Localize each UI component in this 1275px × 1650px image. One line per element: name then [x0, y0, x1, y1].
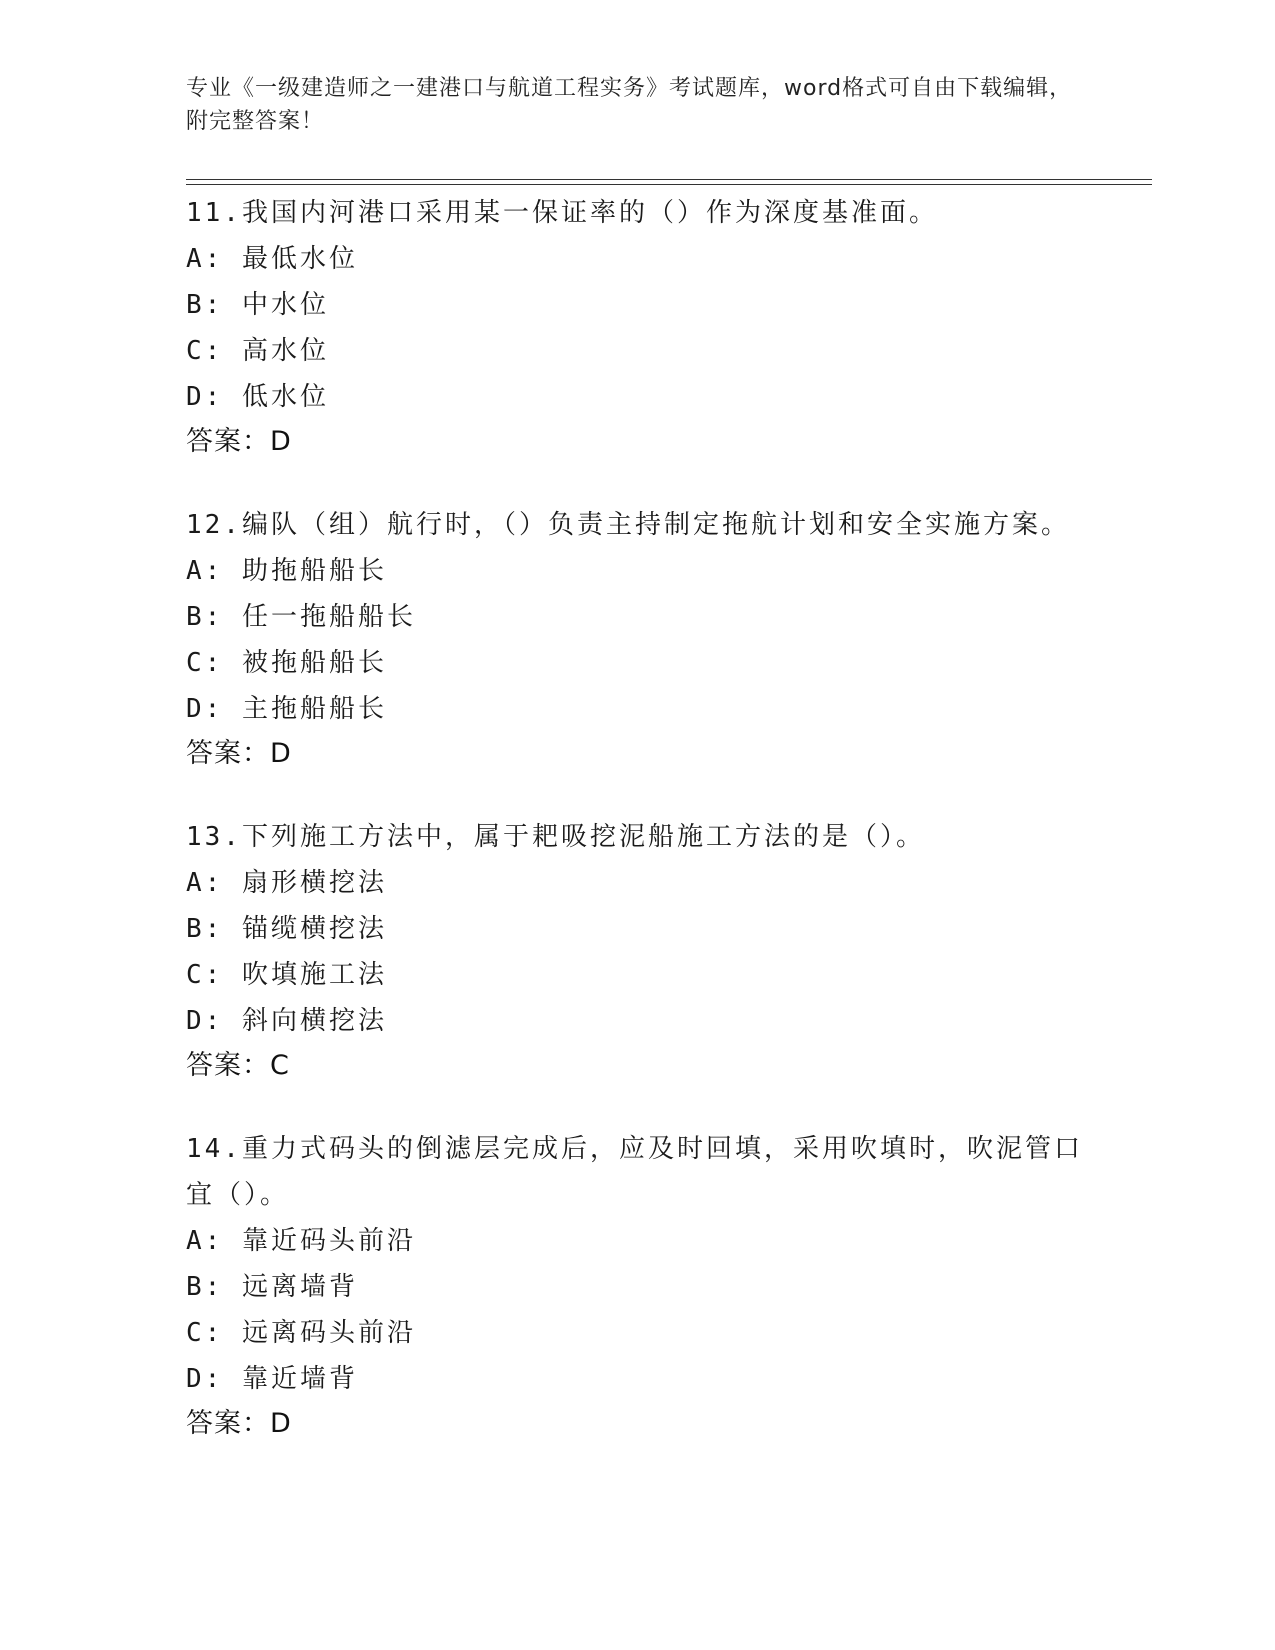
question-stem: 11.我国内河港口采用某一保证率的（）作为深度基准面。 [186, 198, 938, 228]
question-14 [186, 1126, 1086, 1446]
answer-label: 答案：D [186, 1408, 292, 1439]
answer-label: 答案：C [186, 1050, 290, 1081]
question-13 [186, 814, 1086, 1088]
document-intro: 专业《一级建造师之一建港口与航道工程实务》考试题库，word格式可自由下载编辑，附完整答案！ [186, 76, 1073, 134]
option-b: B: 锚缆横挖法 [186, 914, 387, 944]
question-list [186, 190, 1086, 1484]
option-c: C: 高水位 [186, 336, 329, 366]
header-divider-top [186, 179, 1152, 180]
option-b: B: 中水位 [186, 290, 329, 320]
option-a: A: 助拖船船长 [186, 556, 387, 586]
option-b: B: 任一拖船船长 [186, 602, 416, 632]
option-a: A: 最低水位 [186, 244, 358, 274]
option-a: A: 扇形横挖法 [186, 868, 387, 898]
option-d: D: 主拖船船长 [186, 694, 387, 724]
question-stem: 13.下列施工方法中，属于耙吸挖泥船施工方法的是（）。 [186, 822, 925, 852]
question-11 [186, 190, 1086, 464]
header-divider-bottom [186, 184, 1152, 185]
question-stem: 12.编队（组）航行时，（）负责主持制定拖航计划和安全实施方案。 [186, 510, 1070, 540]
option-b: B: 远离墙背 [186, 1272, 358, 1302]
option-d: D: 斜向横挖法 [186, 1006, 387, 1036]
option-d: D: 低水位 [186, 382, 329, 412]
question-12 [186, 502, 1086, 776]
option-c: C: 远离码头前沿 [186, 1318, 416, 1348]
answer-label: 答案：D [186, 426, 292, 457]
option-a: A: 靠近码头前沿 [186, 1226, 416, 1256]
answer-label: 答案：D [186, 738, 292, 769]
option-d: D: 靠近墙背 [186, 1364, 358, 1394]
option-c: C: 吹填施工法 [186, 960, 387, 990]
question-stem: 14.重力式码头的倒滤层完成后，应及时回填，采用吹填时，吹泥管口宜（）。 [186, 1134, 1083, 1210]
option-c: C: 被拖船船长 [186, 648, 387, 678]
